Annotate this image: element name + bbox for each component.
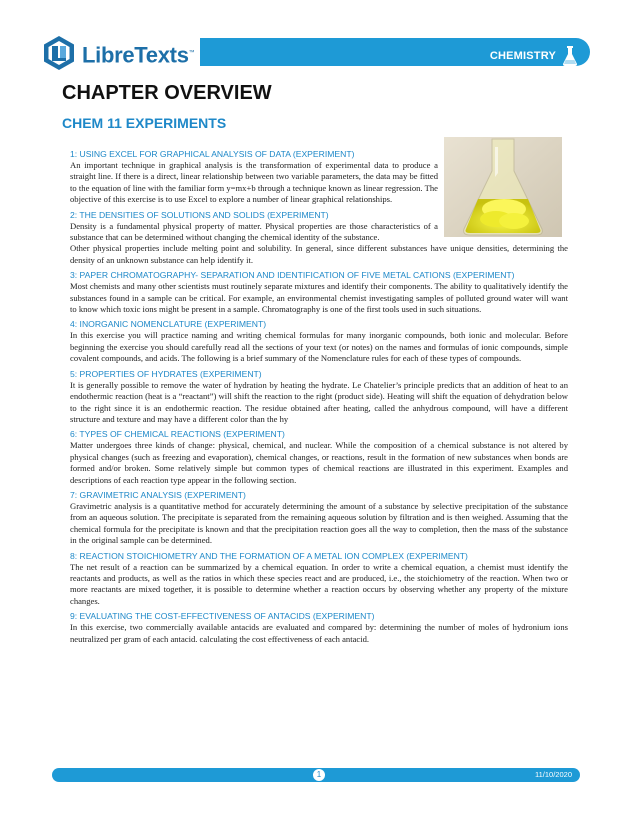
- page-header: [40, 34, 590, 72]
- libretexts-logo-icon[interactable]: [40, 34, 78, 72]
- section-body-3: Most chemists and many other scientists must routinely separate mixtures and identify their components. The ability to qualitatively identify the substances found in a sample can be critical. For example, an environmental chemist investigating samples of polluted ground water will want to know which toxic ions might be present in a sample. Chromatography is one of the first tools used in such situations.: [70, 281, 568, 315]
- section-title-5[interactable]: 5: PROPERTIES OF HYDRATES (EXPERIMENT): [70, 368, 262, 379]
- section-body-7: Gravimetric analysis is a quantitative method for accurately determining the amount of a substance by selective precipitation of the substance from an aqueous solution. The precipitate is separated from the remaining aqueous solution by filtration and is then weighed. Assuming that the chemical formula for the precipitate is known and that the precipitation reaction goes all the way to completion, then the mass of the substance in the original sample can be determined.: [70, 500, 568, 546]
- section-title-6[interactable]: 6: TYPES OF CHEMICAL REACTIONS (EXPERIMENT): [70, 429, 285, 440]
- section-title-3[interactable]: 3: PAPER CHROMATOGRAPHY- SEPARATION AND IDENTIFICATION OF FIVE METAL CATIONS (EXPERIMENT): [70, 270, 515, 281]
- section-title-9[interactable]: 9: EVALUATING THE COST-EFFECTIVENESS OF ANTACIDS (EXPERIMENT): [70, 611, 375, 622]
- section-title-2[interactable]: 2: THE DENSITIES OF SOLUTIONS AND SOLIDS (EXPERIMENT): [70, 209, 329, 220]
- sections-list: [70, 145, 568, 647]
- page-title: CHAPTER OVERVIEW: [62, 82, 272, 104]
- section-body-5: It is generally possible to remove the water of hydration by heating the hydrate. Le Chatelier’s principle predicts that an addition of heat to an endothermic reaction (heat is a “reactant”) will shift the reaction to the right (product side). Heating will shift the equation of dehydration below to the right since it is an endothermic reaction. The residue obtained after heating, called the anhydrous compound, will have a different structure and texture and may have a different color than the hy: [70, 379, 568, 424]
- section-body-6: Matter undergoes three kinds of change: physical, chemical, and nuclear. While the composition of a chemical substance is not altered by physical changes (such as freezing and evaporation), chemical changes, or reactions, result in the formation of new substances when bonds are formed and/or broken. Some relatively simple but common types of chemical reactions are illustrated in this experiment. Examples and descriptions of each reaction type appear in the following section.: [70, 440, 568, 485]
- subject-label[interactable]: CHEMISTRY: [489, 50, 556, 62]
- section-title-7[interactable]: 7: GRAVIMETRIC ANALYSIS (EXPERIMENT): [70, 489, 246, 500]
- section-body-8: The net result of a reaction can be summarized by a chemical equation. In order to write a chemical equation, a chemist must identify the reactants and products, as well as the ratios in which these species react and are produced, i.e., the stoichiometry of the reaction. When two or more reactants are mixed together, it is possible to determine whether a reaction occurs by observing whether any property of the mixture changes.: [70, 561, 568, 606]
- page-subtitle: CHEM 11 EXPERIMENTS: [62, 115, 227, 131]
- section-title-8[interactable]: 8: REACTION STOICHIOMETRY AND THE FORMATION OF A METAL ION COMPLEX (EXPERIMENT): [70, 550, 468, 561]
- section-body-2b: Other physical properties include melting point and solubility. In general, since different substances have unique densities, determining the density of an unknown substance can help identify it.: [70, 243, 568, 265]
- section-body-1: An important technique in graphical analysis is the transformation of experimental data to produce a straight line. If there is a direct, linear relationship between two variable parameters, the data may be fitted to the equation of line with the familiar form y=mx+b through a technique known as linear regression. The objective of this exercise is to use Excel to explore a number of linear graphical relationships.: [70, 160, 438, 205]
- section-body-2a: Density is a fundamental physical property of matter. Physical properties are those characteristics of a substance that can be determined without changing the chemical identity of the substance.: [70, 220, 438, 243]
- footer-date: 11/10/2020: [535, 770, 572, 779]
- section-title-4[interactable]: 4: INORGANIC NOMENCLATURE (EXPERIMENT): [70, 319, 267, 330]
- page-number: 1: [312, 768, 326, 782]
- section-title-1[interactable]: 1: USING EXCEL FOR GRAPHICAL ANALYSIS OF DATA (EXPERIMENT): [70, 149, 355, 159]
- section-body-9: In this exercise, two commercially available antacids are evaluated and compared by: determining the number of moles of hydronium ions neutralized per gram of each antacid. calculating the cost effectiveness of each antacid.: [70, 622, 568, 644]
- flask-icon: [562, 46, 578, 66]
- logo-wordmark[interactable]: LibreTexts™: [78, 38, 200, 70]
- section-body-4: In this exercise you will practice naming and writing chemical formulas for many inorganic compounds, both ionic and molecular. Before beginning the exercise you should carefully read all the sections of your text (or notes) on the names and formulas of ionic compounds, simple covalent compounds, and acids. The following is a brief summary of the Nomenclature rules for each of these types of compounds.: [70, 330, 568, 364]
